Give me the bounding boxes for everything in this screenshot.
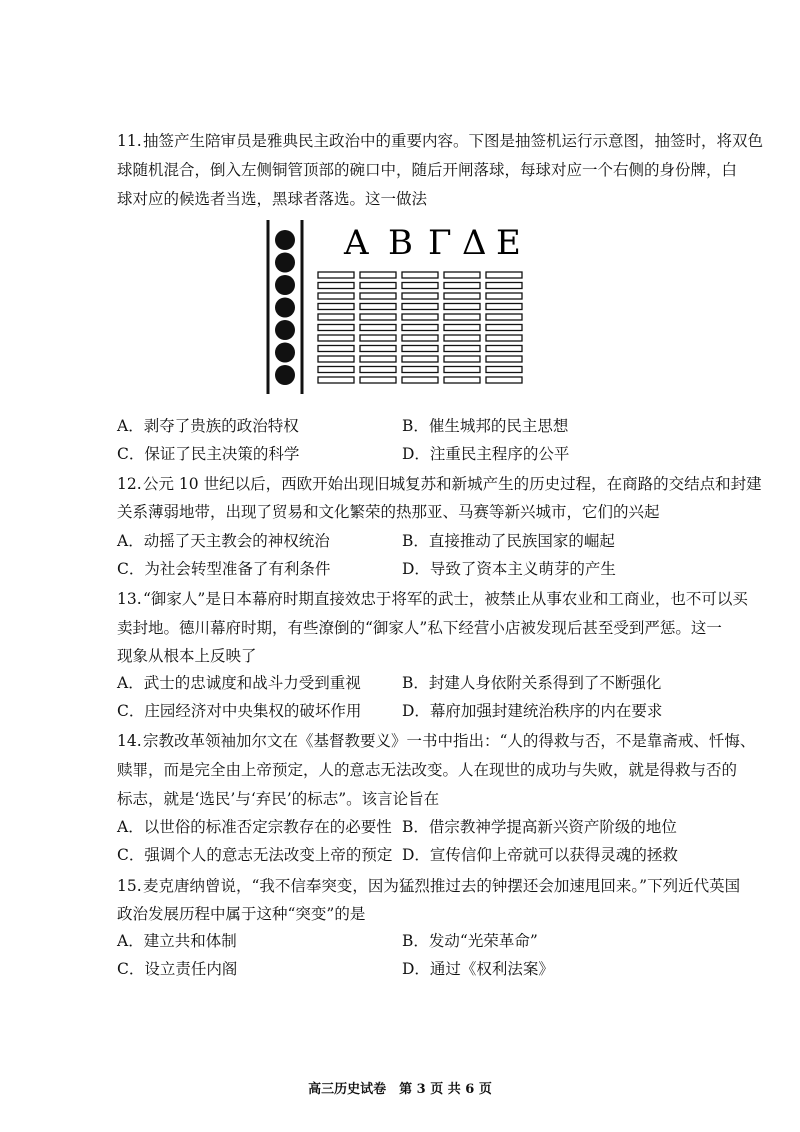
q13-number: 13. (117, 590, 142, 608)
black-ball-icon (275, 253, 295, 273)
q13-option-c: C．庄园经济对中央集权的破坏作用 (117, 702, 362, 720)
token-slot (486, 335, 522, 341)
letter-alpha: Α (344, 223, 369, 263)
q11-option-b: B．催生城邦的民主思想 (402, 417, 569, 435)
token-slot (318, 346, 354, 352)
q12-option-d: D．导致了资本主义萌芽的产生 (402, 560, 616, 578)
token-slot (444, 283, 480, 289)
q15-number: 15. (117, 877, 142, 895)
token-slot (486, 346, 522, 352)
token-slot (444, 314, 480, 320)
token-slot (402, 377, 438, 383)
black-ball-icon (275, 275, 295, 295)
token-slot (360, 377, 396, 383)
ball-column (275, 230, 295, 385)
token-slot (318, 314, 354, 320)
token-slot (444, 293, 480, 299)
token-slot (402, 272, 438, 278)
token-slot (486, 377, 522, 383)
q11-option-d: D．注重民主程序的公平 (402, 445, 570, 463)
token-slot (444, 272, 480, 278)
q14-option-c: C．强调个人的意志无法改变上帝的预定 (117, 846, 393, 864)
token-slot (486, 356, 522, 362)
letter-gamma: Γ (428, 223, 452, 263)
token-slot (444, 304, 480, 310)
kleroterion-diagram (262, 218, 532, 398)
q12-option-c: C．为社会转型准备了有利条件 (117, 560, 331, 578)
q14-stem-line-1: 宗教改革领袖加尔文在《基督教要义》一书中指出：“人的得救与否，不是靠斋戒、忏悔、 (143, 732, 756, 750)
q12-number: 12. (117, 475, 142, 493)
token-slot (402, 367, 438, 373)
q13-option-b: B．封建人身依附关系得到了不断强化 (402, 674, 662, 692)
token-slots (318, 272, 522, 383)
q15-stem-line-1: 麦克唐纳曾说，“我不信奉突变，因为猛烈推过去的钟摆还会加速甩回来。”下列近代英国 (143, 877, 741, 895)
token-slot (402, 356, 438, 362)
token-slot (360, 356, 396, 362)
black-ball-icon (275, 230, 295, 250)
token-slot (486, 314, 522, 320)
token-slot (318, 272, 354, 278)
q12-option-b: B．直接推动了民族国家的崛起 (402, 532, 615, 550)
token-slot (360, 314, 396, 320)
token-slot (360, 283, 396, 289)
q14-option-b: B．借宗教神学提高新兴资产阶级的地位 (402, 818, 677, 836)
token-slot (486, 325, 522, 331)
q14-stem-line-3: 标志，就是‘选民’与‘弃民’的标志”。该言论旨在 (117, 790, 440, 808)
letter-delta: Δ (462, 223, 487, 263)
q14-stem-line-2: 赎罪，而是完全由上帝预定，人的意志无法改变。人在现世的成功与失败，就是得救与否的 (117, 761, 738, 779)
token-slot (318, 304, 354, 310)
black-ball-icon (275, 298, 295, 318)
q15-option-a: A．建立共和体制 (117, 932, 237, 950)
q12-stem-line-1: 公元 10 世纪以后，西欧开始出现旧城复苏和新城产生的历史过程，在商路的交结点和封建 (143, 475, 762, 493)
token-slot (318, 367, 354, 373)
token-slot (318, 325, 354, 331)
q13-stem-line-2: 卖封地。德川幕府时期，有些潦倒的“御家人”私下经营小店被发现后甚至受到严惩。这一 (117, 619, 722, 637)
q11-number: 11. (117, 132, 142, 150)
token-slot (360, 272, 396, 278)
token-slot (360, 325, 396, 331)
black-ball-icon (275, 343, 295, 363)
token-slot (318, 335, 354, 341)
q13-stem-line-3: 现象从根本上反映了 (117, 647, 257, 665)
token-slot (486, 293, 522, 299)
token-slot (360, 367, 396, 373)
q13-stem-line-1: “御家人”是日本幕府时期直接效忠于将军的武士，被禁止从事农业和工商业，也不可以买 (143, 590, 748, 608)
q11-stem-line-2: 球随机混合，倒入左侧铜管顶部的碗口中，随后开闸落球，每球对应一个右侧的身份牌，白 (117, 161, 738, 179)
token-slot (318, 377, 354, 383)
q11-option-a: A．剥夺了贵族的政治特权 (117, 417, 299, 435)
token-slot (402, 283, 438, 289)
token-slot (486, 272, 522, 278)
kleroterion-figure (262, 218, 532, 398)
token-slot (402, 304, 438, 310)
q15-option-d: D．通过《权利法案》 (402, 960, 554, 978)
q14-option-a: A．以世俗的标准否定宗教存在的必要性 (117, 818, 392, 836)
q15-option-b: B．发动“光荣革命” (402, 932, 538, 950)
q12-option-a: A．动摇了天主教会的神权统治 (117, 532, 330, 550)
q13-option-d: D．幕府加强封建统治秩序的内在要求 (402, 702, 663, 720)
token-slot (444, 346, 480, 352)
token-slot (318, 293, 354, 299)
token-slot (318, 356, 354, 362)
token-slot (360, 304, 396, 310)
token-slot (444, 356, 480, 362)
token-slot (486, 304, 522, 310)
token-slot (402, 293, 438, 299)
token-slot (402, 325, 438, 331)
q14-option-d: D．宣传信仰上帝就可以获得灵魂的拯救 (402, 846, 678, 864)
token-slot (360, 346, 396, 352)
token-slot (444, 325, 480, 331)
token-slot (444, 335, 480, 341)
token-slot (318, 283, 354, 289)
q12-stem-line-2: 关系薄弱地带，出现了贸易和文化繁荣的热那亚、马赛等新兴城市，它们的兴起 (117, 503, 660, 521)
q13-option-a: A．武士的忠诚度和战斗力受到重视 (117, 674, 361, 692)
token-slot (486, 367, 522, 373)
page-footer: 高三历史试卷 第 3 页 共 6 页 (308, 1082, 492, 1097)
token-slot (444, 367, 480, 373)
q14-number: 14. (117, 732, 142, 750)
token-slot (402, 346, 438, 352)
black-ball-icon (275, 320, 295, 340)
token-slot (360, 335, 396, 341)
q15-option-c: C．设立责任内阁 (117, 960, 238, 978)
q11-option-c: C．保证了民主决策的科学 (117, 445, 300, 463)
token-slot (444, 377, 480, 383)
black-ball-icon (275, 365, 295, 385)
token-slot (402, 314, 438, 320)
letter-epsilon: Ε (496, 223, 521, 263)
token-slot (486, 283, 522, 289)
q11-stem-line-3: 球对应的候选者当选，黑球者落选。这一做法 (117, 190, 428, 208)
token-slot (402, 335, 438, 341)
letter-beta: Β (388, 223, 413, 263)
q11-stem-line-1: 抽签产生陪审员是雅典民主政治中的重要内容。下图是抽签机运行示意图，抽签时，将双色 (143, 132, 764, 150)
token-slot (360, 293, 396, 299)
q15-stem-line-2: 政治发展历程中属于这种“突变”的是 (117, 905, 366, 923)
